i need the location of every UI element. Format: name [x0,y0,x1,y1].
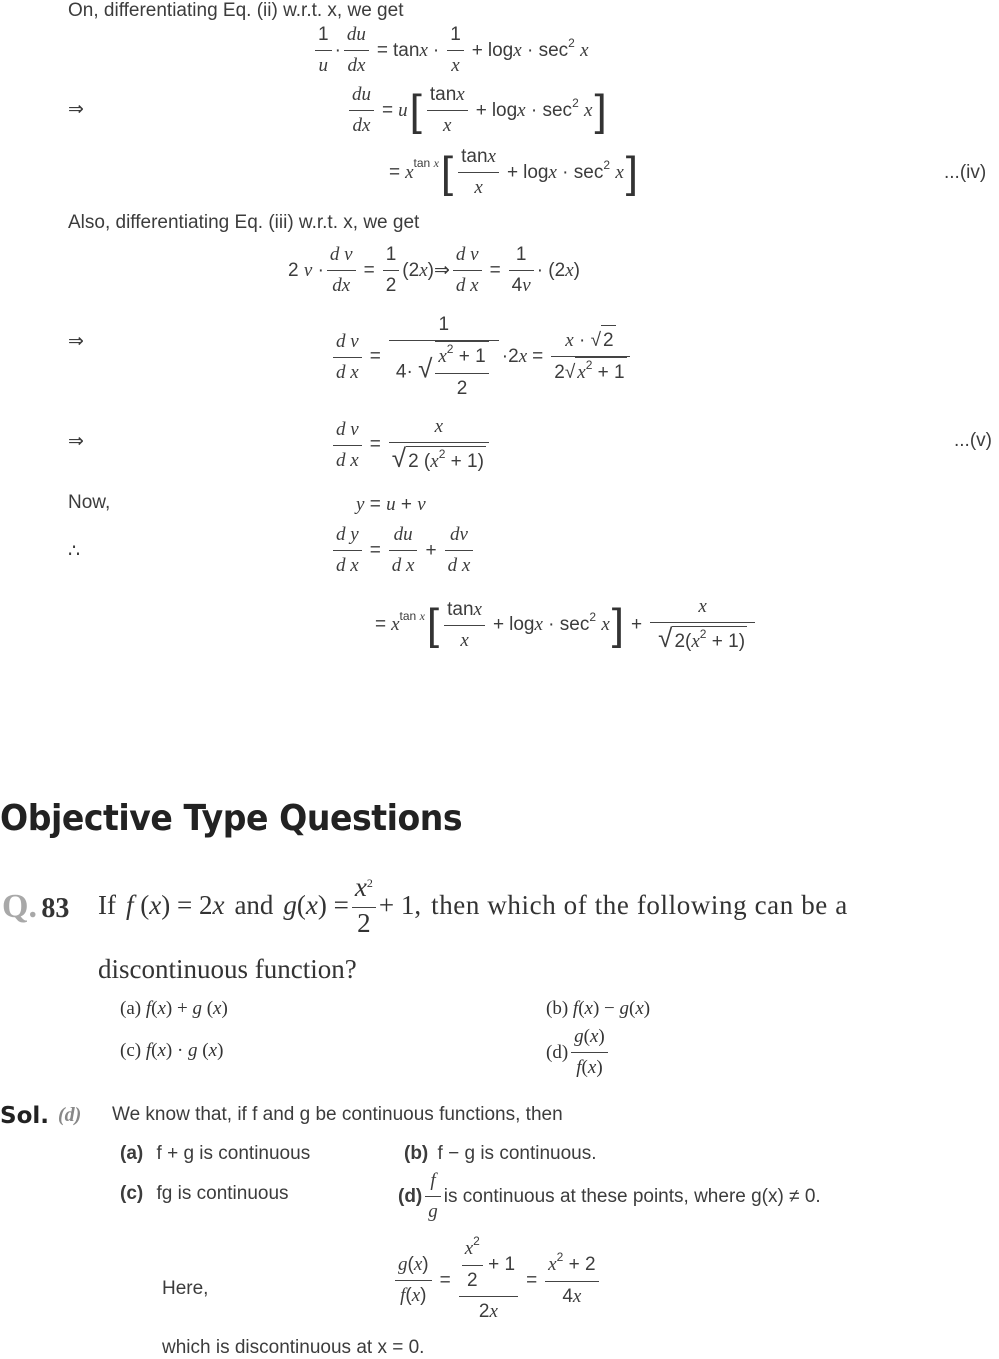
equation-label-iv: ...(iv) [944,162,987,183]
question-number: 83 [41,893,70,924]
equation-dv-dx-1: 2 v · $\frac{\text{d v}}{dx}$ = $\frac{1}{2}$ (2x)⇒ $\frac{\text{d v}}{\text{d x}}$ = $\frac{1}{4v}$ · (2x) [288,240,580,301]
therefore-symbol: ∴ [68,541,81,562]
question-marker [2,888,69,926]
equation-du-dx-2: $\frac{du}{dx}$ = u [ $\frac{\tan x}{x}$ + $\log x \cdot \sec^2 x$ ] [346,80,609,141]
question-line-2: discontinuous function? [98,954,357,984]
section-heading: Objective Type Questions [0,798,463,839]
option-b[interactable]: (b) f(x) − g(x) [546,998,651,1019]
property-d-label: (d) [398,1185,423,1207]
property-a-text: f + g is continuous [156,1143,311,1164]
option-d-label: (d) [546,1041,569,1063]
solution-conclusion: which is discontinuous at x = 0. [162,1337,425,1358]
property-b-text: f − g is continuous. [437,1143,597,1164]
equation-dv-dx-3: $\frac{\text{d v}}{\text{d x}}$ = $\frac{x}{√ 2 (x^2 + 1)}$ [330,412,492,478]
here-label: Here, [162,1278,209,1299]
property-d: (d) $\frac{f}{g}$ is continuous at these points, where g(x) ≠ 0. [398,1166,821,1227]
equation-label-v: ...(v) [954,430,992,451]
implies-symbol-1: ⇒ [68,99,84,120]
question-text-which: then which of the following can be a [431,889,848,920]
property-d-text: is continuous at these points, where g(x) ≠ 0. [443,1185,821,1207]
option-a-label: (a) [120,998,142,1019]
equation-g-over-f: $\frac{g(x)}{f(x)}$ = $\frac{x^2}{2}$ + 1 2x = $\frac{x^2 + 2}{4x}$ [392,1234,602,1327]
question-g-def: g(x) = [283,889,349,920]
option-a[interactable]: (a) f(x) + g (x) [120,998,228,1019]
property-a [120,1143,310,1165]
property-c [120,1183,289,1205]
question-q-letter: Q. [2,888,37,925]
solution-label: Sol. [0,1103,49,1129]
intro-differentiating-ii: On, differentiating Eq. (ii) w.r.t. x, we get [68,0,404,21]
equation-dv-dx-2: $\frac{\text{d v}}{\text{d x}}$ = 1 4· √ $\frac{x^2 + 1}{2}$ ·2x = $\frac{x \cdot √ 2}{2√ x^2 + 1}$ [330,310,633,404]
solution-answer: (d) [58,1104,82,1126]
property-c-label: (c) [120,1183,144,1204]
question-line-1: If f (x) = 2x and g(x) = $\frac{x^2}{2}$ + 1, then which of the following can be a [98,872,848,938]
equation-du-dx-1: $\frac{1}{u}$ · $\frac{du}{dx}$ = tanx · $\frac{1}{x}$ + $\log x \cdot \sec^2 x$ [312,20,589,81]
now-label: Now, [68,492,111,513]
equation-du-dx-3: = x tan x [ $\frac{\tan x}{x}$ + $\log x \cdot \sec^2 x$ ] [384,142,640,203]
question-f-def: f (x) = 2x [125,889,225,920]
option-d[interactable]: (d) $\frac{g(x)}{f(x)}$ [546,1022,611,1083]
solution-intro: We know that, if f and g be continuous functions, then [112,1104,563,1125]
intro-differentiating-iii: Also, differentiating Eq. (iii) w.r.t. x, we get [68,212,420,233]
property-b [404,1143,597,1165]
option-c-label: (c) [120,1040,142,1061]
option-b-label: (b) [546,998,569,1019]
property-b-label: (b) [404,1143,429,1164]
property-a-label: (a) [120,1143,144,1164]
equation-y-u-v: y = u + v [356,494,426,515]
equation-dy-dx-1: $\frac{\text{d y}}{\text{d x}}$ = $\frac{du}{\text{d x}}$ + $\frac{dv}{\text{d x}}$ [330,520,476,581]
question-text-and: and [234,889,274,920]
implies-symbol-3: ⇒ [68,431,84,452]
option-c[interactable]: (c) f(x) · g (x) [120,1040,224,1061]
question-text-if: If [98,889,116,920]
equation-dy-dx-final: = x tan x [ $\frac{\tan x}{x}$ + $\log x \cdot \sec^2 x$ ] + $\frac{x}{√ 2(x^2 + 1)}$ [370,592,758,658]
property-c-text: fg is continuous [156,1183,289,1204]
implies-symbol-2: ⇒ [68,331,84,352]
